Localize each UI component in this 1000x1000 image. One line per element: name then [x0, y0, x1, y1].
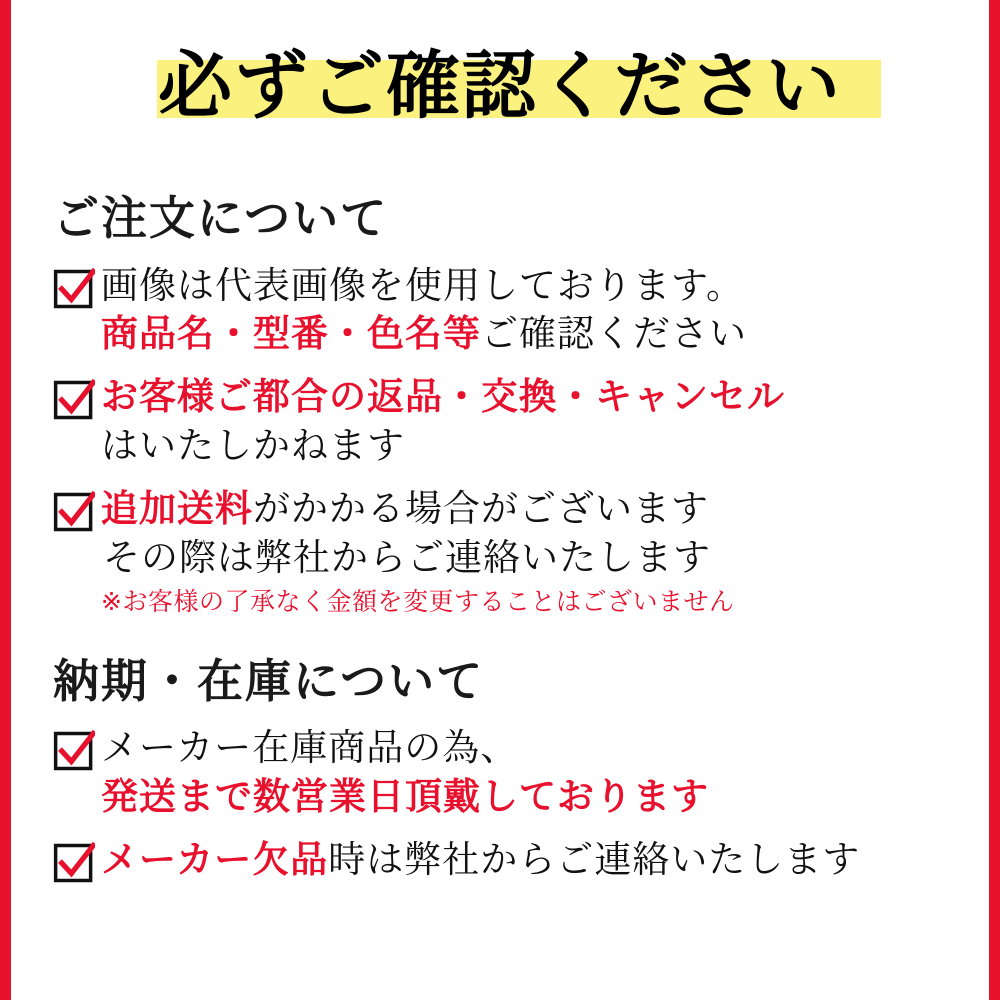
list-item — [53, 373, 961, 471]
left-red-bar — [0, 0, 11, 1000]
footnote: ※お客様の了承なく金額を変更することはございません — [101, 588, 735, 617]
text-segment-red: 追加送料 — [101, 487, 253, 529]
checkbox-checked-icon — [53, 491, 95, 533]
list-item — [53, 724, 961, 822]
text-segment-black: 時は弊社からご連絡いたします — [328, 839, 861, 881]
section-heading-order: ご注文について — [53, 192, 389, 244]
text-line — [101, 836, 961, 885]
text-line: メーカー在庫商品の為、 — [101, 727, 519, 769]
list-item-text — [101, 836, 961, 885]
text-line: はいたしかねます — [101, 424, 405, 466]
text-segment-black: がかかる場合がございます — [253, 487, 709, 529]
checkbox-checked-icon — [53, 379, 95, 421]
list-item — [53, 262, 961, 360]
text-line — [101, 310, 961, 359]
text-segment-black: ご確認ください — [481, 313, 747, 355]
text-line — [101, 485, 961, 534]
page-title-text: 必ずご確認ください — [158, 44, 842, 127]
list-item-text — [101, 485, 961, 619]
text-line: その際は弊社からご連絡いたします — [103, 536, 711, 578]
checkbox-checked-icon — [53, 842, 95, 884]
text-segment-red: 商品名・型番・色名等 — [101, 313, 481, 355]
list-item-text — [101, 373, 961, 471]
checkbox-checked-icon — [53, 730, 95, 772]
right-red-bar — [989, 0, 1000, 1000]
page-title — [39, 34, 961, 138]
notice-content — [11, 0, 989, 1000]
checkbox-checked-icon — [53, 268, 95, 310]
list-item — [53, 836, 961, 885]
list-item — [53, 485, 961, 619]
text-line: 画像は代表画像を使用しております。 — [101, 264, 745, 306]
text-segment-red: メーカー欠品 — [101, 839, 329, 881]
text-line: お客様ご都合の返品・交換・キャンセル — [101, 376, 785, 418]
list-item-text — [101, 724, 961, 822]
text-line: 発送まで数営業日頂戴しております — [101, 776, 709, 818]
list-item-text — [101, 262, 961, 360]
section-heading-delivery: 納期・在庫について — [53, 654, 485, 707]
